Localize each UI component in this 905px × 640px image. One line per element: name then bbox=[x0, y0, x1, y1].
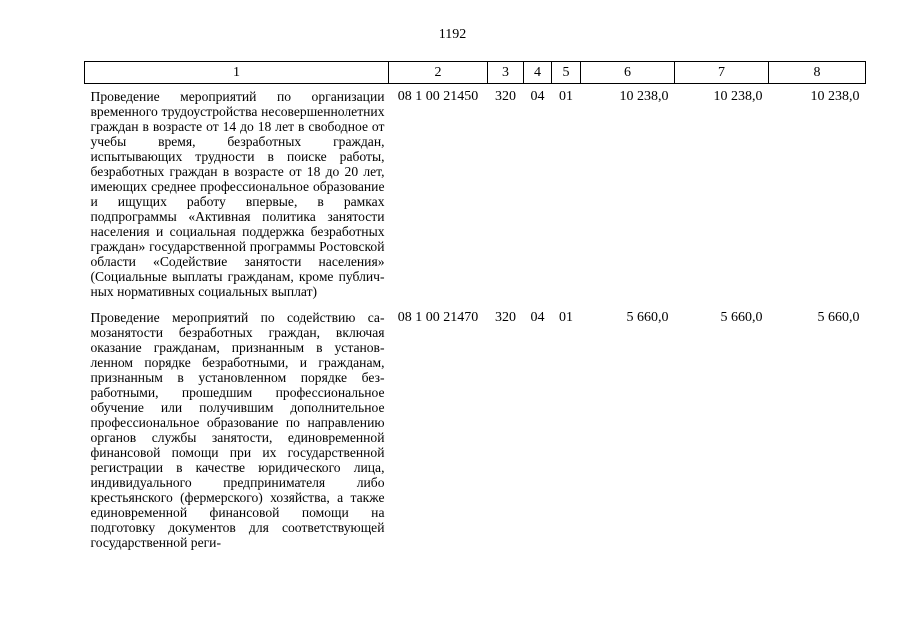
row-amount-2: 10 238,0 bbox=[713, 89, 763, 104]
column-header-1: 1 bbox=[85, 62, 389, 84]
row-amount-1: 10 238,0 bbox=[619, 89, 669, 104]
column-header-3: 3 bbox=[488, 62, 524, 84]
row-amount-2: 5 660,0 bbox=[720, 310, 763, 325]
page-number: 1192 bbox=[438, 27, 467, 42]
row-subsection: 01 bbox=[559, 310, 573, 325]
column-header-8: 8 bbox=[769, 62, 866, 84]
table-row bbox=[85, 305, 866, 556]
row-section: 04 bbox=[530, 310, 545, 325]
column-header-4: 4 bbox=[524, 62, 552, 84]
row-amount-3: 5 660,0 bbox=[817, 310, 860, 325]
column-header-6: 6 bbox=[581, 62, 675, 84]
table-header-row bbox=[85, 62, 866, 84]
row-target-article: 08 1 00 21450 bbox=[397, 89, 479, 104]
row-description: Проведение мероприятий по организации временного трудоустройства несовершеннолетних граждан в возрасте от 14 до 18 лет в свободное от учебы время, безработных граждан, испытывающих трудности в поиске работы, безработных граждан в возрасте от 18 до 20 лет, имеющих среднее профессиональное образование и ищущих работу впервые, в рамках подпрограммы «Активная политика занятости населения и социальная поддержка безработных граждан» государственной программы Ростовской области «Содействие занятости населения» (Социальные выплаты гражданам, кроме публичных нормативных социальных выплат) bbox=[90, 89, 385, 299]
row-section: 04 bbox=[530, 89, 545, 104]
row-target-article: 08 1 00 21470 bbox=[397, 310, 479, 325]
row-expense-type: 320 bbox=[495, 89, 516, 104]
column-header-7: 7 bbox=[675, 62, 769, 84]
row-amount-1: 5 660,0 bbox=[626, 310, 669, 325]
column-header-2: 2 bbox=[389, 62, 488, 84]
table-row bbox=[85, 84, 866, 306]
row-amount-3: 10 238,0 bbox=[810, 89, 860, 104]
row-description: Проведение мероприятий по содействию самозанятости безработных граждан, включая оказание гражданам, признанным в установленном порядке безработными, и гражданам, признанным в установленном порядке безработными, прошедшим профессиональное обучение или получившим дополнительное профессиональное образование по направлению органов службы занятости, единовременной финансовой помощи при их государственной регистрации в качестве юридического лица, индивидуального предпринимателя либо крестьянского (фермерского) хозяйства, а также единовременной финансовой помощи на подготовку документов для соответствующей государственной реги- bbox=[90, 310, 385, 550]
row-subsection: 01 bbox=[559, 89, 573, 104]
column-header-5: 5 bbox=[552, 62, 581, 84]
budget-table bbox=[84, 61, 866, 556]
row-expense-type: 320 bbox=[495, 310, 516, 325]
